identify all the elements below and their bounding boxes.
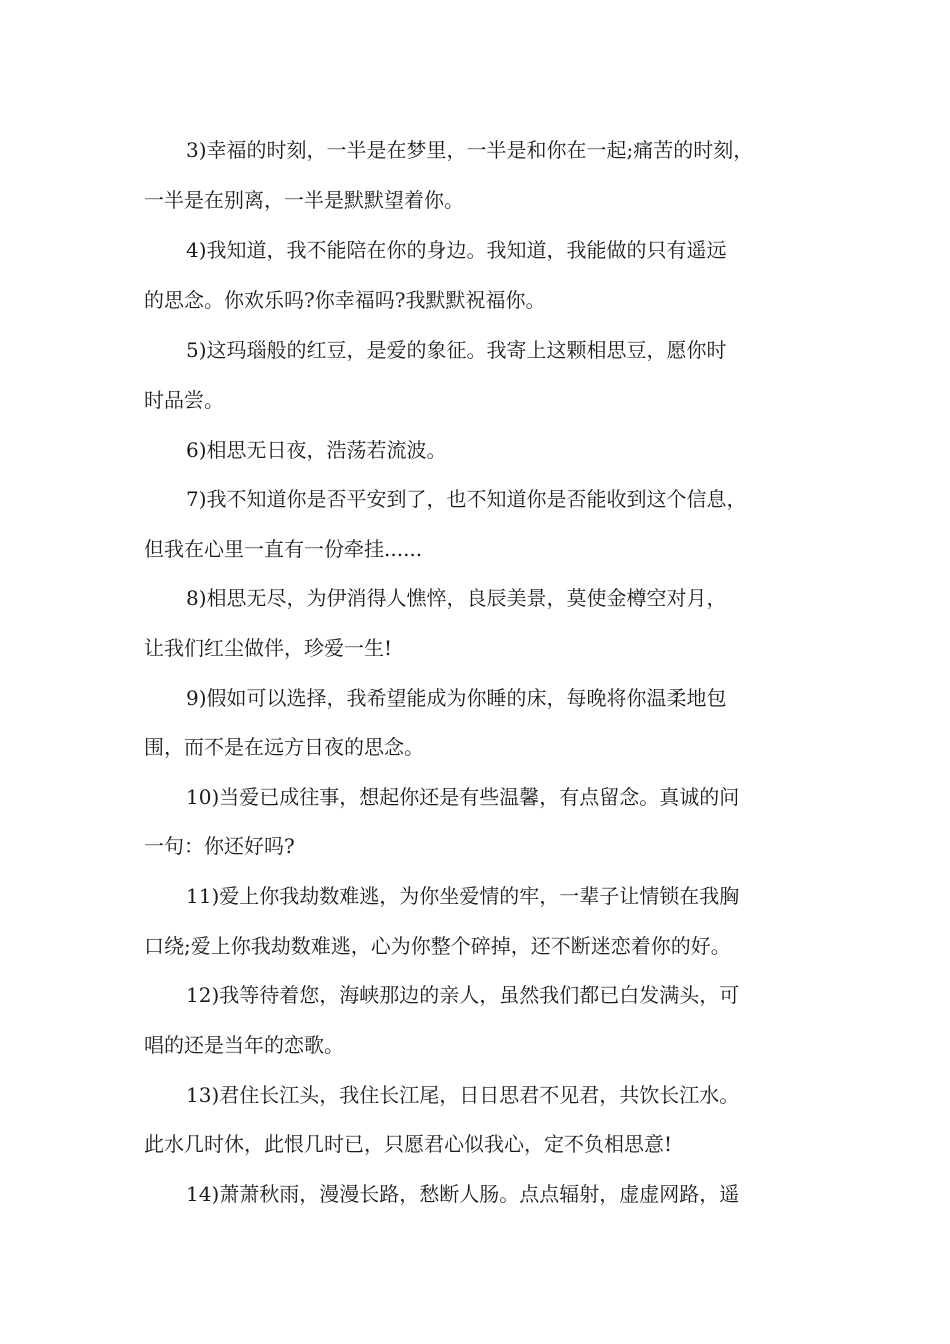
text-line: 8)相思无尽，为伊消得人憔悴，良辰美景，莫使金樽空对月， — [186, 586, 727, 610]
text-line: 13)君住长江头，我住长江尾，日日思君不见君，共饮长江水。 — [186, 1083, 740, 1107]
text-line: 时品尝。 — [144, 388, 224, 412]
text-line: 让我们红尘做伴，珍爱一生! — [144, 636, 393, 660]
text-line: 12)我等待着您，海峡那边的亲人，虽然我们都已白发满头，可 — [186, 983, 740, 1007]
text-line: 唱的还是当年的恋歌。 — [144, 1033, 344, 1057]
text-line: 5)这玛瑙般的红豆，是爱的象征。我寄上这颗相思豆，愿你时 — [186, 338, 727, 362]
text-line: 但我在心里一直有一份牵挂...... — [144, 537, 423, 561]
text-line: 的思念。你欢乐吗?你幸福吗?我默默祝福你。 — [144, 288, 546, 312]
text-line: 14)萧萧秋雨，漫漫长路，愁断人肠。点点辐射，虚虚网路，遥 — [186, 1182, 740, 1206]
text-line: 围，而不是在远方日夜的思念。 — [144, 735, 424, 759]
text-line: 10)当爱已成往事，想起你还是有些温馨，有点留念。真诚的问 — [186, 785, 740, 809]
text-line: 6)相思无日夜，浩荡若流波。 — [186, 438, 447, 462]
text-line: 一半是在别离，一半是默默望着你。 — [144, 188, 464, 212]
text-line: 9)假如可以选择，我希望能成为你睡的床，每晚将你温柔地包 — [186, 686, 727, 710]
text-line: 口绕;爱上你我劫数难逃，心为你整个碎掉，还不断迷恋着你的好。 — [144, 934, 731, 958]
text-line: 4)我知道，我不能陪在你的身边。我知道，我能做的只有遥远 — [186, 238, 727, 262]
text-line: 7)我不知道你是否平安到了，也不知道你是否能收到这个信息， — [186, 487, 747, 511]
text-line: 3)幸福的时刻，一半是在梦里，一半是和你在一起;痛苦的时刻， — [186, 138, 754, 162]
text-line: 一句：你还好吗? — [144, 834, 295, 858]
text-line: 11)爱上你我劫数难逃，为你坐爱情的牢，一辈子让情锁在我胸 — [186, 884, 740, 908]
text-line: 此水几时休，此恨几时已，只愿君心似我心，定不负相思意! — [144, 1132, 673, 1156]
